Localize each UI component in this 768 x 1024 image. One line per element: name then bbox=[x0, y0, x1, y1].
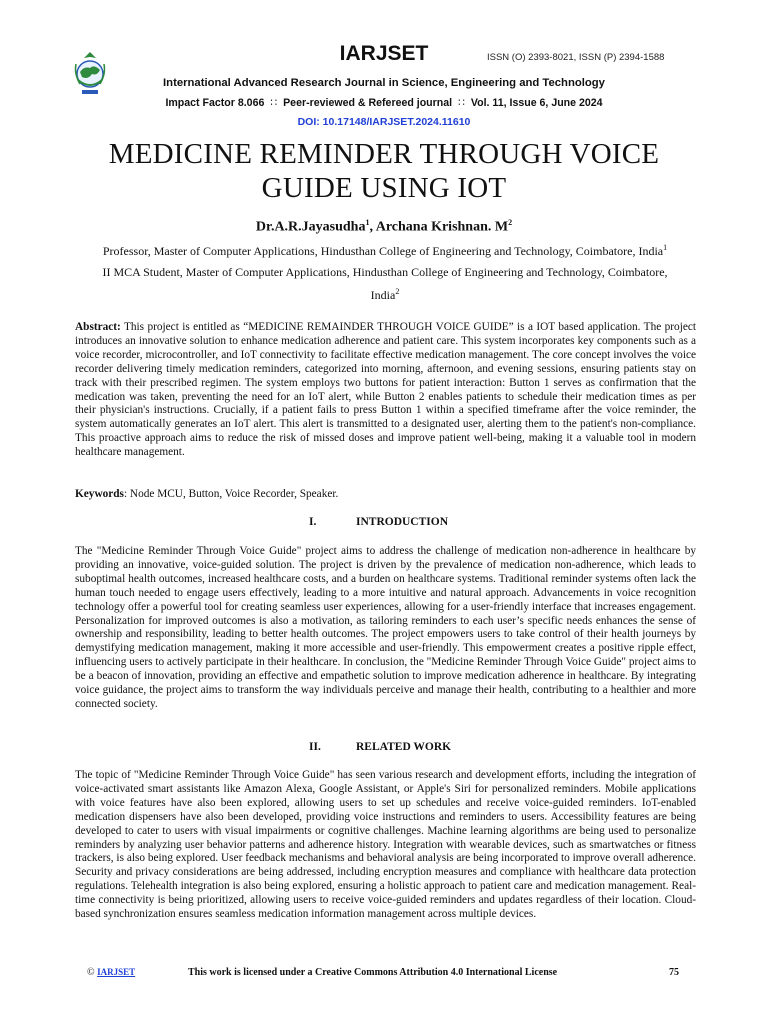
issn: ISSN (O) 2393-8021, ISSN (P) 2394-1588 bbox=[487, 52, 665, 63]
affiliation-1-text: Professor, Master of Computer Applications, Hindusthan College of Engineering and Technology, Coimbatore, India bbox=[102, 244, 664, 258]
journal-name: IARJSET bbox=[339, 42, 429, 65]
abstract-text: This project is entitled as “MEDICINE REMAINDER THROUGH VOICE GUIDE” is a IOT based application. The project introduces an innovative solution to enhance medication adherence and patient care. This system incorporates key components such as a voice recorder, microcontroller, and IoT connectivity to facilitate effective medication management. The core concept involves the voice recorder delivering timely medication reminders, categorized into morning, afternoon, and evening sessions, ensuring patients stay on track with their prescribed regimen. The system employs two buttons for patient interaction: Button 1 serves as confirmation that the medication was taken, preventing the need for an IoT alert, while Button 2 enables patients to schedule their medication times as per their physician's instructions. Crucially, if a patient fails to press Button 1 within a specified timeframe after the voice reminder, the system automatically generates an IoT alert. This alert is transmitted to a designated user, alerting them to the patient's non-compliance. This proactive approach aims to reduce the risk of missed doses and improve patient well-being, making it a valuable tool in modern healthcare management. bbox=[75, 321, 696, 459]
affiliation-1 bbox=[75, 243, 695, 259]
affiliation-2-sup: 2 bbox=[395, 287, 400, 296]
introduction-text: The "Medicine Reminder Through Voice Guide" project aims to address the challenge of medication non-adherence in healthcare by providing an innovative, voice-guided solution. The project is driven by the prevalence of medication non-adherence, which leads to suboptimal health outcomes, increased healthcare costs, and a burden on healthcare systems. Traditional reminder systems often lack the human touch needed to engage users effectively, leading to a more intuitive and natural approach. Advancements in voice recognition technology offer a powerful tool for creating seamless user experiences, allowing for a user-friendly interface that increases engagement. Personalization for improved outcomes is also a motivation, as tailoring reminders to each user’s specific needs enhances the sense of ownership and responsibility, leading to better health outcomes. The project empowers users to take control of their health journeys by demystifying medication management, making it more accessible and user-friendly. This empowerment creates a positive ripple effect, influencing users to actively participate in their healthcare. In conclusion, the "Medicine Reminder Through Voice Guide" project aims to be a beacon of innovation, providing an effective and empathetic solution to improve medication adherence in healthcare. By integrating voice guidance, the project aims to transform the way individuals perceive and manage their health, contributing to a healthier and more connected society. bbox=[75, 545, 696, 710]
copyright-symbol: © bbox=[87, 967, 95, 978]
section-title: INTRODUCTION bbox=[356, 516, 449, 528]
author-separator: , bbox=[369, 219, 376, 235]
title-line-2: GUIDE USING IOT bbox=[261, 172, 507, 204]
author-1-sup: 1 bbox=[365, 218, 370, 227]
author-2-sup: 2 bbox=[508, 218, 513, 227]
separator: ∷ bbox=[270, 97, 278, 109]
keywords-text: : Node MCU, Button, Voice Recorder, Speaker. bbox=[123, 488, 339, 500]
abstract bbox=[75, 321, 696, 460]
license-text: This work is licensed under a Creative Commons Attribution 4.0 International License bbox=[188, 967, 558, 978]
abstract-label: Abstract: bbox=[75, 321, 121, 333]
section-number: II. bbox=[309, 741, 321, 753]
keywords bbox=[75, 488, 696, 502]
copyright bbox=[87, 967, 135, 978]
journal-meta-line bbox=[0, 97, 768, 109]
authors bbox=[0, 218, 768, 236]
peer-reviewed: Peer-reviewed & Refereed journal bbox=[283, 97, 453, 109]
section-number: I. bbox=[309, 516, 317, 528]
keywords-label: Keywords bbox=[75, 488, 124, 500]
doi-link[interactable]: DOI: 10.17148/IARJSET.2024.11610 bbox=[297, 116, 471, 128]
section-title: RELATED WORK bbox=[356, 741, 452, 753]
author-2: Archana Krishnan. M bbox=[375, 219, 509, 235]
publisher-link[interactable]: IARJSET bbox=[97, 967, 136, 977]
related-work-text: The topic of "Medicine Reminder Through Voice Guide" has seen various research and development efforts, including the integration of voice-activated smart assistants like Amazon Alexa, Google Assistant, or Apple's Siri for personalized reminders. Mobile applications with voice features have also been explored, allowing users to set up schedules and receive voice-guided reminders. IoT-enabled medication dispensers have also been developed, providing voice instructions and reminders to users. Accessibility features are being developed to cater to users with visual impairments or cognitive challenges. Machine learning algorithms are being used to personalize reminders by analyzing user behavior patterns and adherence history. Integration with wearable devices, such as smartwatches or fitness trackers, is also being explored. User feedback mechanisms and behavioral analysis are being incorporated to improve overall adherence. Security and privacy considerations are being addressed, including encryption measures and compliance with healthcare data protection regulations. Telehealth integration is also being explored, ensuring a holistic approach to patient care and medication management. Real-time connectivity is being prioritized, allowing users to receive voice-guided reminders and updates regardless of their location. Cloud-based synchronization ensures seamless medication information management across multiple devices. bbox=[75, 769, 696, 921]
author-1: Dr.A.R.Jayasudha bbox=[255, 219, 366, 235]
affiliation-2-line-2 bbox=[75, 287, 695, 303]
affiliation-2-country: India bbox=[370, 288, 396, 302]
impact-factor: Impact Factor 8.066 bbox=[165, 97, 265, 109]
journal-full-title: International Advanced Research Journal in Science, Engineering and Technology bbox=[163, 77, 605, 89]
affiliation-2-line-1: II MCA Student, Master of Computer Applications, Hindusthan College of Engineering and Technology, Coimbatore, bbox=[102, 265, 668, 279]
affiliation-1-sup: 1 bbox=[663, 243, 668, 252]
title-line-1: MEDICINE REMINDER THROUGH VOICE bbox=[108, 138, 660, 170]
separator: ∷ bbox=[458, 97, 465, 109]
page-number: 75 bbox=[669, 967, 679, 978]
volume-issue: Vol. 11, Issue 6, June 2024 bbox=[470, 97, 603, 109]
paper-title bbox=[0, 137, 768, 205]
